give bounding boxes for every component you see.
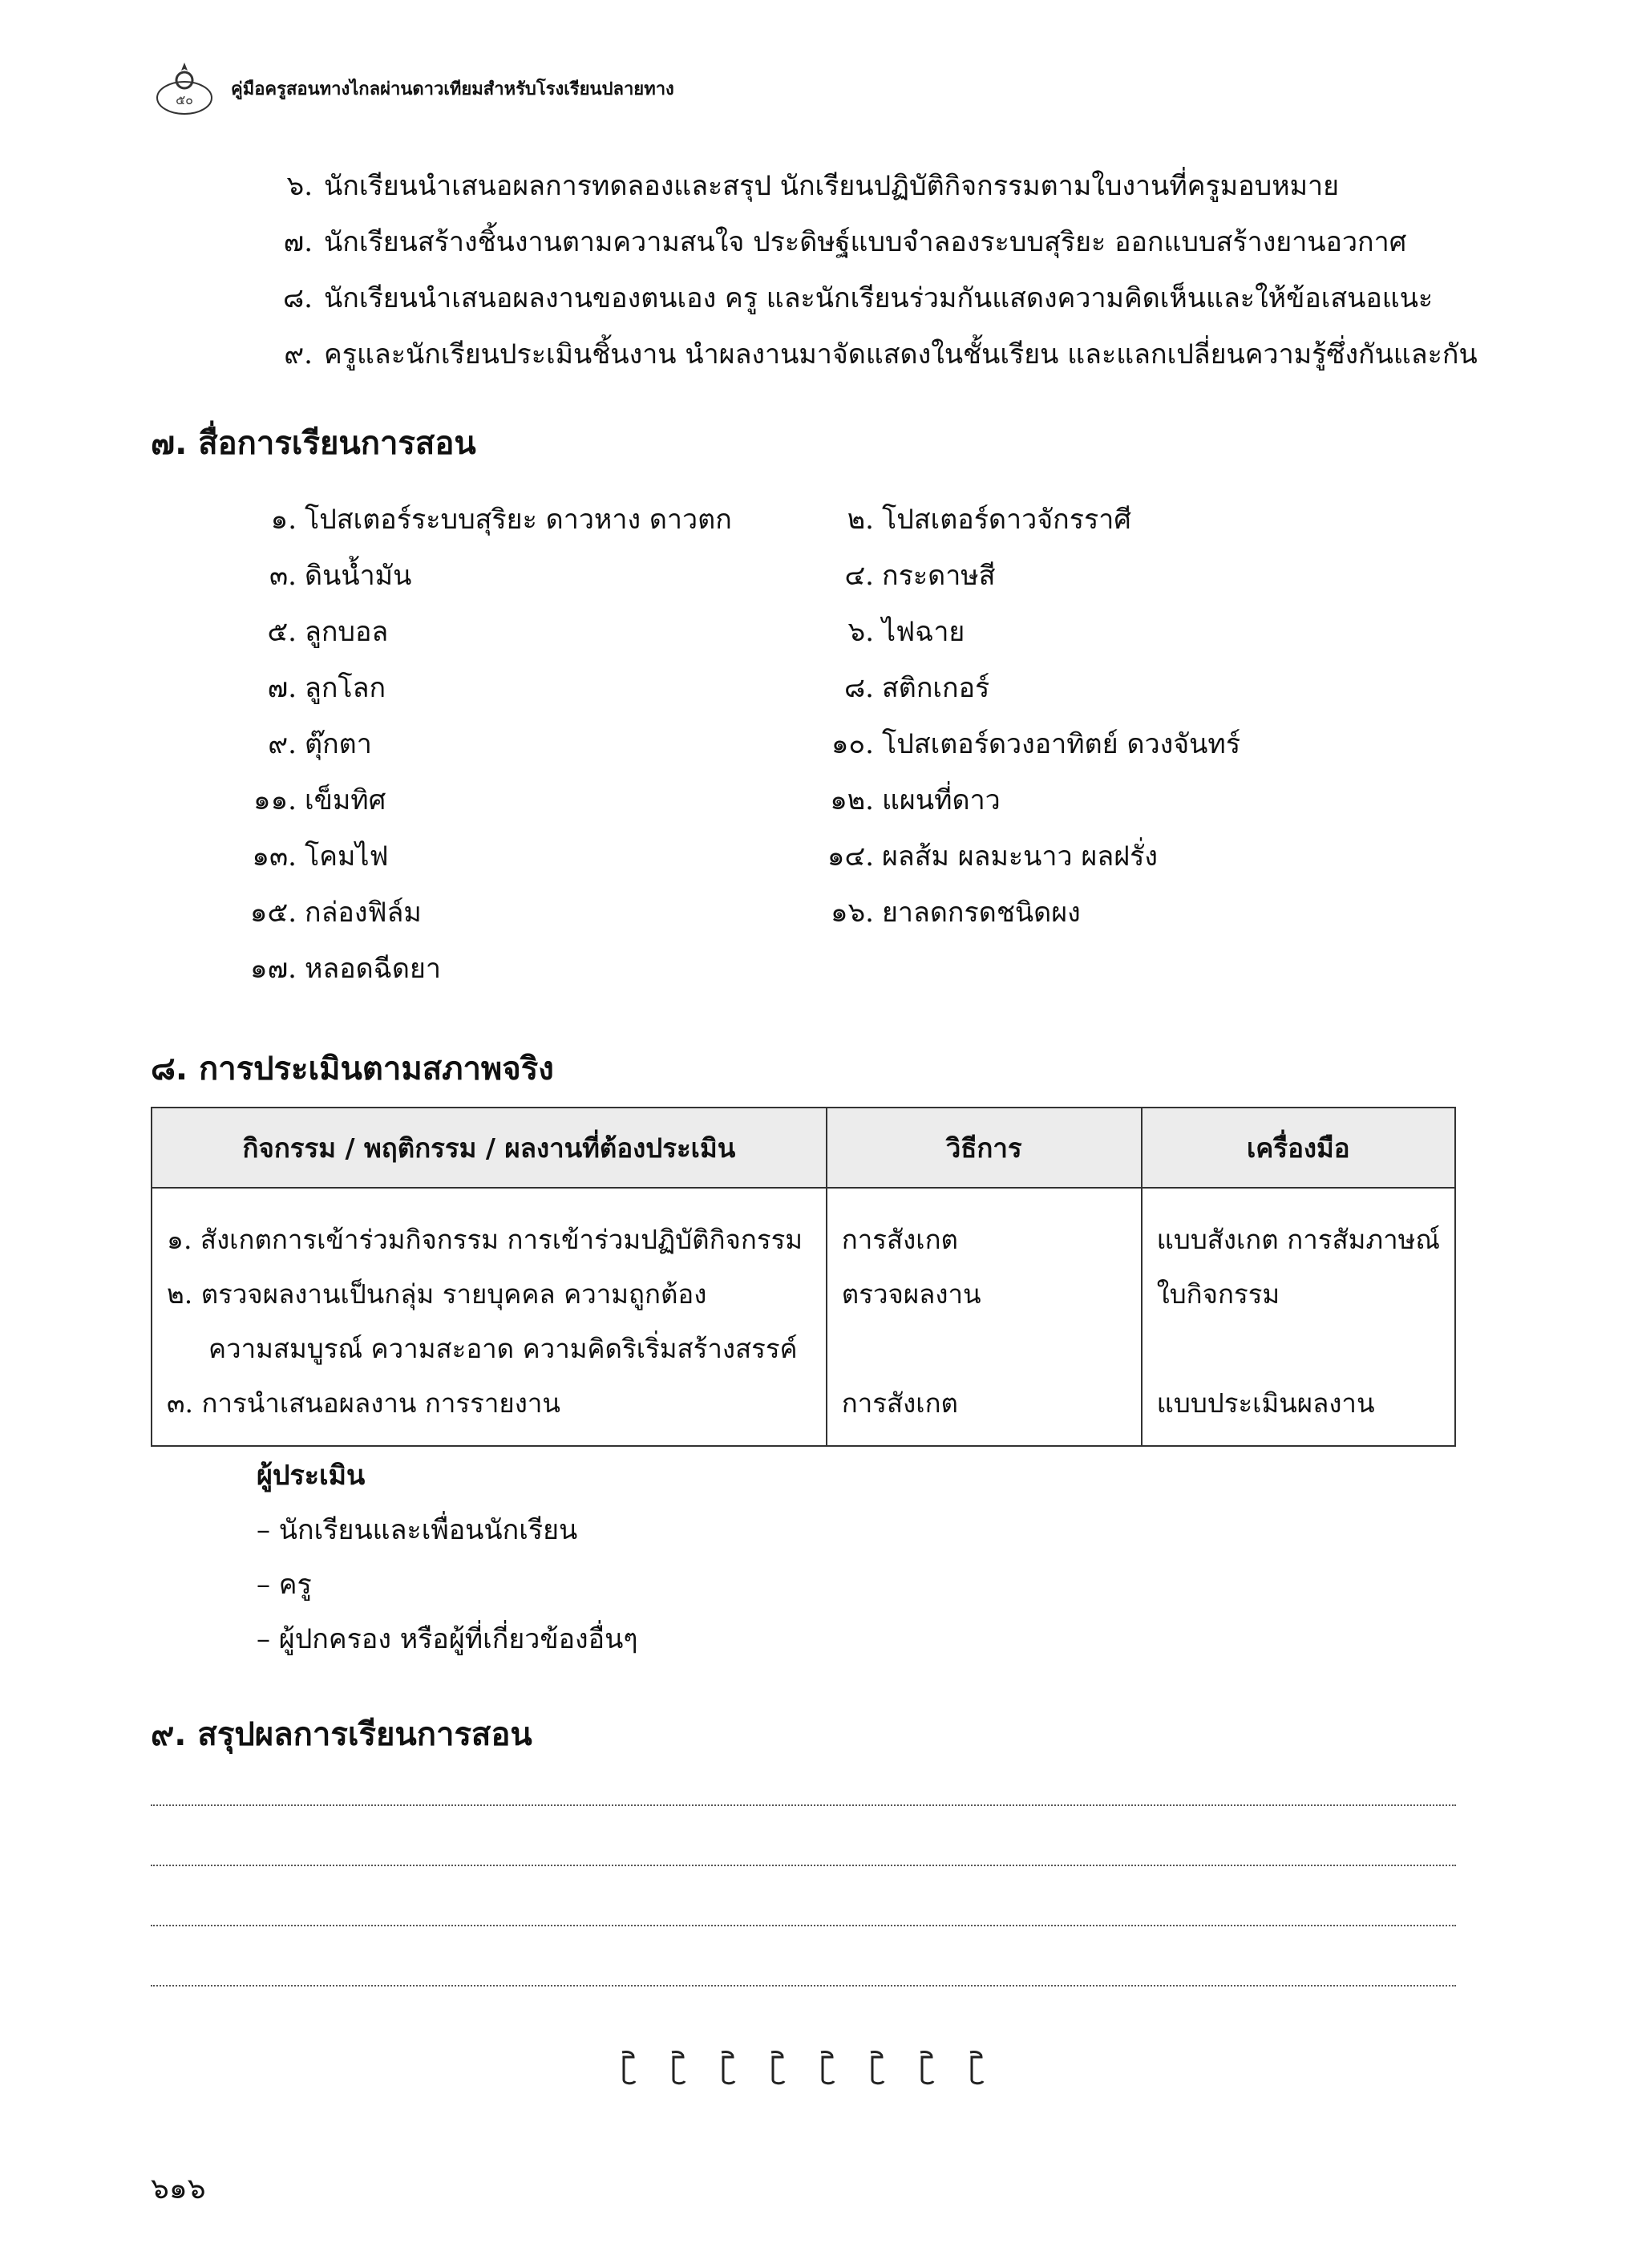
answer-line xyxy=(151,1985,1456,1987)
ornament-icon xyxy=(866,2049,887,2088)
ornament-icon xyxy=(766,2049,787,2088)
step-item: ๗. นักเรียนสร้างชิ้นงานตามความสนใจ ประดิษฐ์แบบจำลองระบบสุริยะ ออกแบบสร้างยานอวกาศ xyxy=(283,226,1407,258)
step-item: ๙. ครูและนักเรียนประเมินชิ้นงาน นำผลงานมาจัดแสดงในชั้นเรียน และแลกเปลี่ยนความรู้ซึ่งกันและกัน xyxy=(284,338,1478,371)
header-activity: กิจกรรม / พฤติกรรม / ผลงานที่ต้องประเมิน xyxy=(152,1108,827,1188)
list-item: ๑๕. กล่องฟิล์ม xyxy=(249,897,422,929)
list-item: ๘. สติกเกอร์ xyxy=(843,672,990,704)
list-item: ๑๐. โปสเตอร์ดวงอาทิตย์ ดวงจันทร์ xyxy=(831,728,1241,760)
list-item: ๑๔. ผลส้ม ผลมะนาว ผลฝรั่ง xyxy=(827,840,1158,873)
list-item: ๕. ลูกบอล xyxy=(267,616,389,648)
list-item: – ครู xyxy=(257,1569,312,1601)
method-cell: การสังเกต ตรวจผลงาน การสังเกต xyxy=(827,1188,1142,1446)
section-8-title: ๘. การประเมินตามสภาพจริง xyxy=(151,1051,554,1087)
emblem-logo xyxy=(152,56,216,120)
procedure-steps xyxy=(265,157,1478,382)
activity-cell: ๑. สังเกตการเข้าร่วมกิจกรรม การเข้าร่วมปฏิบัติกิจกรรม ๒. ตรวจผลงานเป็นกลุ่ม รายบุคคล ความถูกต้อง ความสมบูรณ์ ความสะอาด ความคิดริเริ่มสร้างสรรค์ ๓. การนำเสนอผลงาน การรายงาน xyxy=(152,1188,827,1446)
list-item: ๑. โปสเตอร์ระบบสุริยะ ดาวหาง ดาวตก xyxy=(270,504,732,536)
ornament-icon xyxy=(965,2049,986,2088)
ornament-icon xyxy=(617,2049,638,2088)
section-7-title: ๗. สื่อการเรียนการสอน xyxy=(151,425,476,462)
list-item: ๙. ตุ๊กตา xyxy=(268,728,372,760)
step-item: ๖. นักเรียนนำเสนอผลการทดลองและสรุป นักเรียนปฏิบัติกิจกรรมตามใบงานที่ครูมอบหมาย xyxy=(286,170,1340,202)
list-item: ๑๑. เข็มทิศ xyxy=(253,784,386,816)
step-item: ๘. นักเรียนนำเสนอผลงานของตนเอง ครู และนักเรียนร่วมกันแสดงความคิดเห็นและให้ข้อเสนอแนะ xyxy=(282,282,1434,314)
page-header xyxy=(152,56,674,120)
table-row xyxy=(152,1188,1455,1446)
media-list xyxy=(208,491,1379,996)
divider-ornaments xyxy=(617,2049,986,2088)
header-tool: เครื่องมือ xyxy=(1142,1108,1455,1188)
ornament-icon xyxy=(916,2049,936,2088)
header-title: คู่มือครูสอนทางไกลผ่านดาวเทียมสำหรับโรงเรียนปลายทาง xyxy=(231,79,674,99)
list-item: ๗. ลูกโลก xyxy=(267,672,386,704)
list-item: ๑๓. โคมไฟ xyxy=(252,840,389,873)
assessor-label: ผู้ประเมิน xyxy=(257,1460,366,1492)
ornament-icon xyxy=(816,2049,837,2088)
list-item: ๑๖. ยาลดกรดชนิดผง xyxy=(831,897,1081,929)
assessment-table xyxy=(151,1107,1456,1447)
answer-line xyxy=(151,1865,1456,1866)
answer-line xyxy=(151,1925,1456,1926)
ornament-icon xyxy=(717,2049,738,2088)
section-9-title: ๙. สรุปผลการเรียนการสอน xyxy=(151,1716,532,1753)
list-item: ๖. ไฟฉาย xyxy=(847,616,965,648)
page-number: ๖๑๖ xyxy=(151,2173,206,2205)
list-item: ๒. โปสเตอร์ดาวจักรราศี xyxy=(847,504,1131,536)
list-item: ๔. กระดาษสี xyxy=(844,560,996,592)
table-header-row xyxy=(152,1108,1455,1188)
list-item: ๓. ดินน้ำมัน xyxy=(269,560,412,592)
assessor-list xyxy=(257,1448,638,1667)
ornament-icon xyxy=(667,2049,688,2088)
list-item: – นักเรียนและเพื่อนนักเรียน xyxy=(257,1514,578,1546)
list-item: ๑๒. แผนที่ดาว xyxy=(830,784,1001,816)
answer-line xyxy=(151,1804,1456,1806)
svg-text:๕๐: ๕๐ xyxy=(176,92,193,107)
list-item: – ผู้ปกครอง หรือผู้ที่เกี่ยวข้องอื่นๆ xyxy=(257,1623,638,1655)
tool-cell: แบบสังเกต การสัมภาษณ์ ใบกิจกรรม แบบประเมินผลงาน xyxy=(1142,1188,1455,1446)
list-item: ๑๗. หลอดฉีดยา xyxy=(250,953,441,985)
header-method: วิธีการ xyxy=(827,1108,1142,1188)
